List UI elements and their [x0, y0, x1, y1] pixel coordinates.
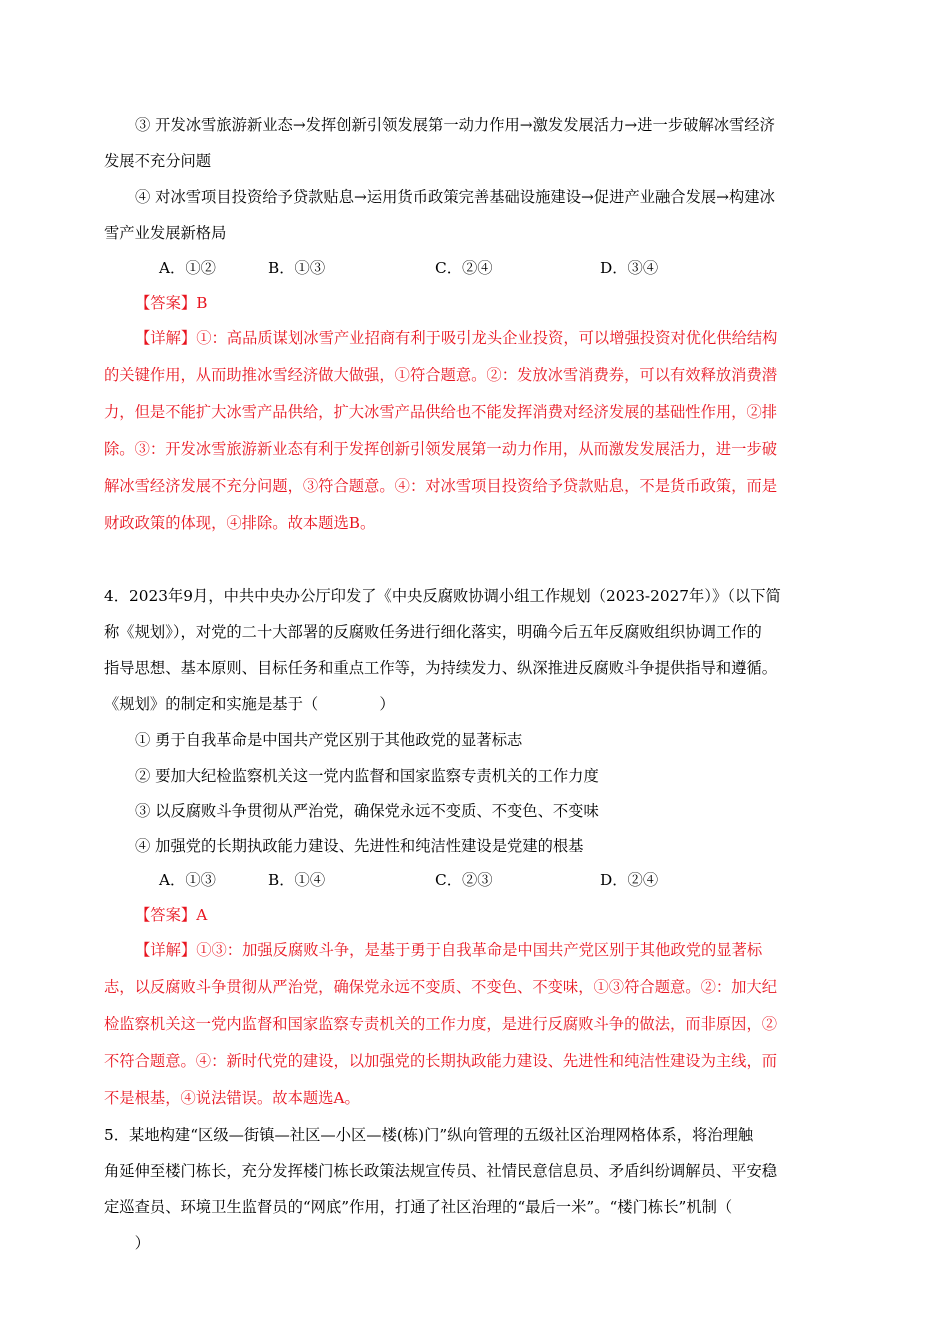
q4-item-1: ① 勇于自我革命是中国共产党区别于其他政党的显著标志	[135, 731, 523, 749]
q4-detail-line-3: 检监察机关这一党内监督和国家监察专责机关的工作力度，是进行反腐败斗争的做法，而非原因，②	[104, 1015, 778, 1033]
q4-detail-line-2: 志，以反腐败斗争贯彻从严治党，确保党永远不变质、不变色、不变味，①③符合题意。②：加大纪	[104, 978, 778, 996]
q4-stem-line-1: 4．2023年9月，中共中央办公厅印发了《中央反腐败协调小组工作规划（2023-2027年）》（以下简	[104, 587, 781, 605]
q3-detail-line-4: 除。③：开发冰雪旅游新业态有利于发挥创新引领发展第一动力作用，从而激发发展活力，进一步破	[104, 440, 778, 458]
q4-item-4: ④ 加强党的长期执政能力建设、先进性和纯洁性建设是党建的根基	[135, 837, 584, 855]
q4-option-c: C．②③	[435, 871, 493, 889]
q3-detail-line-3: 力，但是不能扩大冰雪产品供给，扩大冰雪产品供给也不能发挥消费对经济发展的基础性作用，②排	[104, 403, 778, 421]
q3-detail-line-6: 财政政策的体现，④排除。故本题选B。	[104, 514, 376, 532]
q5-stem-line-3: 定巡查员、环境卫生监督员的“网底”作用，打通了社区治理的“最后一米”。“楼门栋长”机制（	[104, 1198, 733, 1216]
q4-item-2: ② 要加大纪检监察机关这一党内监督和国家监察专责机关的工作力度	[135, 767, 599, 785]
q3-answer: 【答案】B	[135, 294, 208, 312]
q5-stem-line-1: 5．某地构建“区级—街镇—社区—小区—楼(栋)门”纵向管理的五级社区治理网格体系，将治理触	[104, 1126, 754, 1144]
q4-option-d: D．②④	[600, 871, 659, 889]
q4-stem-line-2: 称《规划》），对党的二十大部署的反腐败任务进行细化落实，明确今后五年反腐败组织协调工作的	[104, 623, 762, 641]
q3-item-3-line-1: ③ 开发冰雪旅游新业态→发挥创新引领发展第一动力作用→激发发展活力→进一步破解冰雪经济	[135, 116, 775, 134]
q3-option-d: D．③④	[600, 259, 659, 277]
q3-option-a: A．①②	[159, 259, 216, 277]
q4-stem-line-4: 《规划》的制定和实施是基于（ ）	[104, 695, 395, 713]
q4-detail-line-4: 不符合题意。④：新时代党的建设，以加强党的长期执政能力建设、先进性和纯洁性建设为主线，而	[104, 1052, 778, 1070]
q5-stem-line-2: 角延伸至楼门栋长，充分发挥楼门栋长政策法规宣传员、社情民意信息员、矛盾纠纷调解员、平安稳	[104, 1162, 778, 1180]
q4-detail-line-1: 【详解】①③：加强反腐败斗争，是基于勇于自我革命是中国共产党区别于其他政党的显著标	[135, 941, 763, 959]
q3-detail-line-1: 【详解】①：高品质谋划冰雪产业招商有利于吸引龙头企业投资，可以增强投资对优化供给结构	[135, 329, 778, 347]
q3-item-4-line-2: 雪产业发展新格局	[104, 224, 227, 242]
q5-stem-line-4: ）	[104, 1234, 150, 1252]
q4-item-3: ③ 以反腐败斗争贯彻从严治党，确保党永远不变质、不变色、不变味	[135, 802, 599, 820]
q3-detail-line-5: 解冰雪经济发展不充分问题，③符合题意。④：对冰雪项目投资给予贷款贴息，不是货币政策，而是	[104, 477, 778, 495]
q3-option-c: C．②④	[435, 259, 493, 277]
q3-item-3-line-2: 发展不充分问题	[104, 152, 212, 170]
q4-stem-line-3: 指导思想、基本原则、目标任务和重点工作等，为持续发力、纵深推进反腐败斗争提供指导和遵循。	[104, 659, 778, 677]
q3-detail-line-2: 的关键作用，从而助推冰雪经济做大做强，①符合题意。②：发放冰雪消费券，可以有效释放消费潜	[104, 366, 778, 384]
q4-detail-line-5: 不是根基，④说法错误。故本题选A。	[104, 1089, 360, 1107]
q3-option-b: B．①③	[268, 259, 326, 277]
q4-answer: 【答案】A	[135, 906, 208, 924]
q4-option-b: B．①④	[268, 871, 326, 889]
q4-option-a: A．①③	[159, 871, 216, 889]
q3-item-4-line-1: ④ 对冰雪项目投资给予贷款贴息→运用货币政策完善基础设施建设→促进产业融合发展→构建冰	[135, 188, 775, 206]
